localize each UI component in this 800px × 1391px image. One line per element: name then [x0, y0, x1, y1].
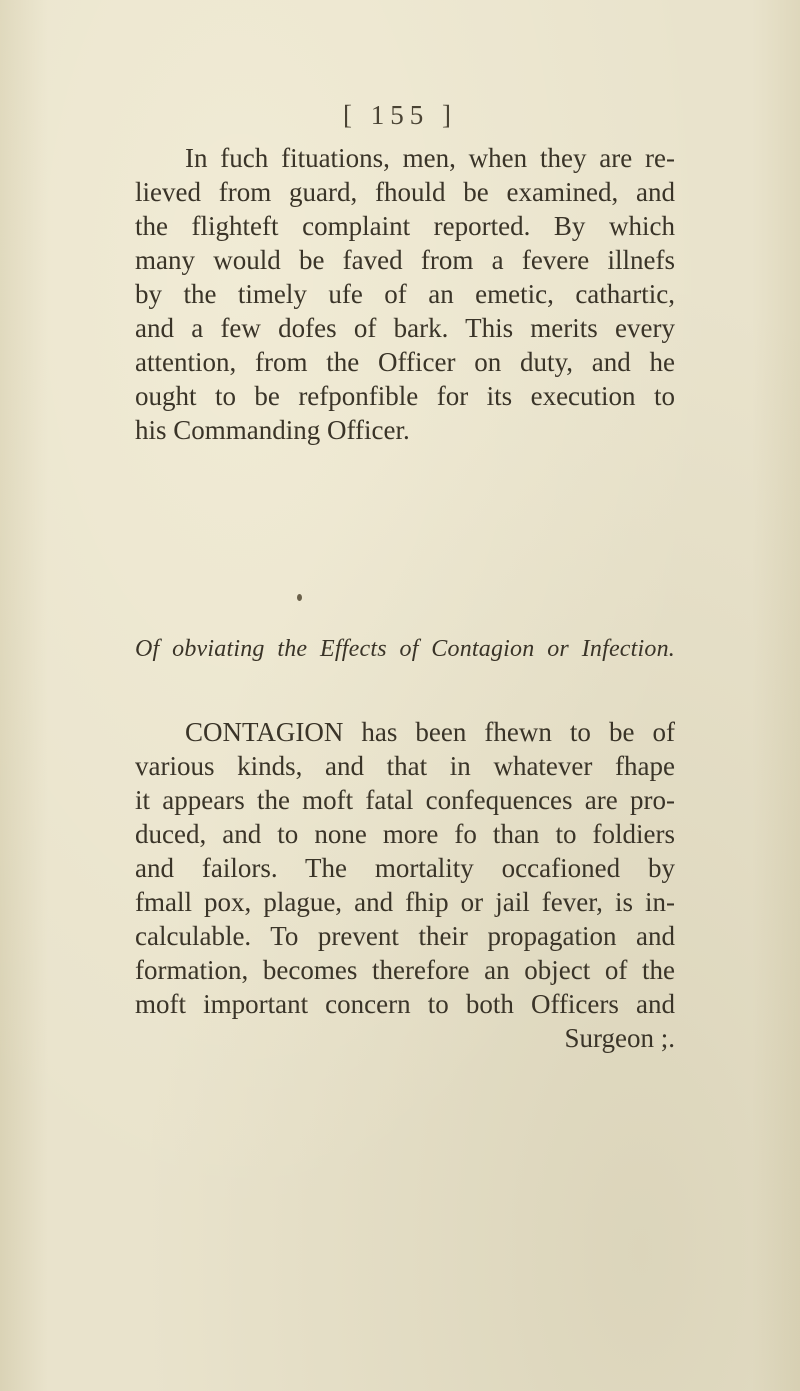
page-number: [ 155 ] [343, 100, 457, 130]
text-line: moft important concern to both Officers and [135, 989, 675, 1019]
text-line: by the timely ufe of an emetic, cathartic, [135, 279, 675, 309]
text-line: formation, becomes therefore an object of the [135, 955, 675, 985]
text-line: and failors. The mortality occafioned by [135, 853, 675, 883]
ink-speck [297, 594, 302, 601]
text-line: ought to be refponfible for its execution to [135, 381, 675, 411]
text-line: calculable. To prevent their propagation and [135, 921, 675, 951]
text-line: his Commanding Officer. [135, 415, 410, 445]
text-line: various kinds, and that in whatever fhape [135, 751, 675, 781]
section-heading: Of obviating the Effects of Contagion or Infection. [135, 636, 675, 662]
text-line: fmall pox, plague, and fhip or jail fever, is in- [135, 887, 675, 917]
text-line: many would be faved from a fevere illnefs [135, 245, 675, 275]
text-line: the flighteft complaint reported. By which [135, 211, 675, 241]
text-line: and a few dofes of bark. This merits every [135, 313, 675, 343]
text-line: lieved from guard, fhould be examined, and [135, 177, 675, 207]
text-line: attention, from the Officer on duty, and he [135, 347, 675, 377]
text-line: it appears the moft fatal confequences are pro- [135, 785, 675, 815]
text-line: In fuch fituations, men, when they are re- [185, 143, 675, 173]
catchword: Surgeon ;. [564, 1023, 675, 1053]
text-line: CONTAGION has been fhewn to be of [185, 717, 675, 747]
text-line: duced, and to none more fo than to foldiers [135, 819, 675, 849]
